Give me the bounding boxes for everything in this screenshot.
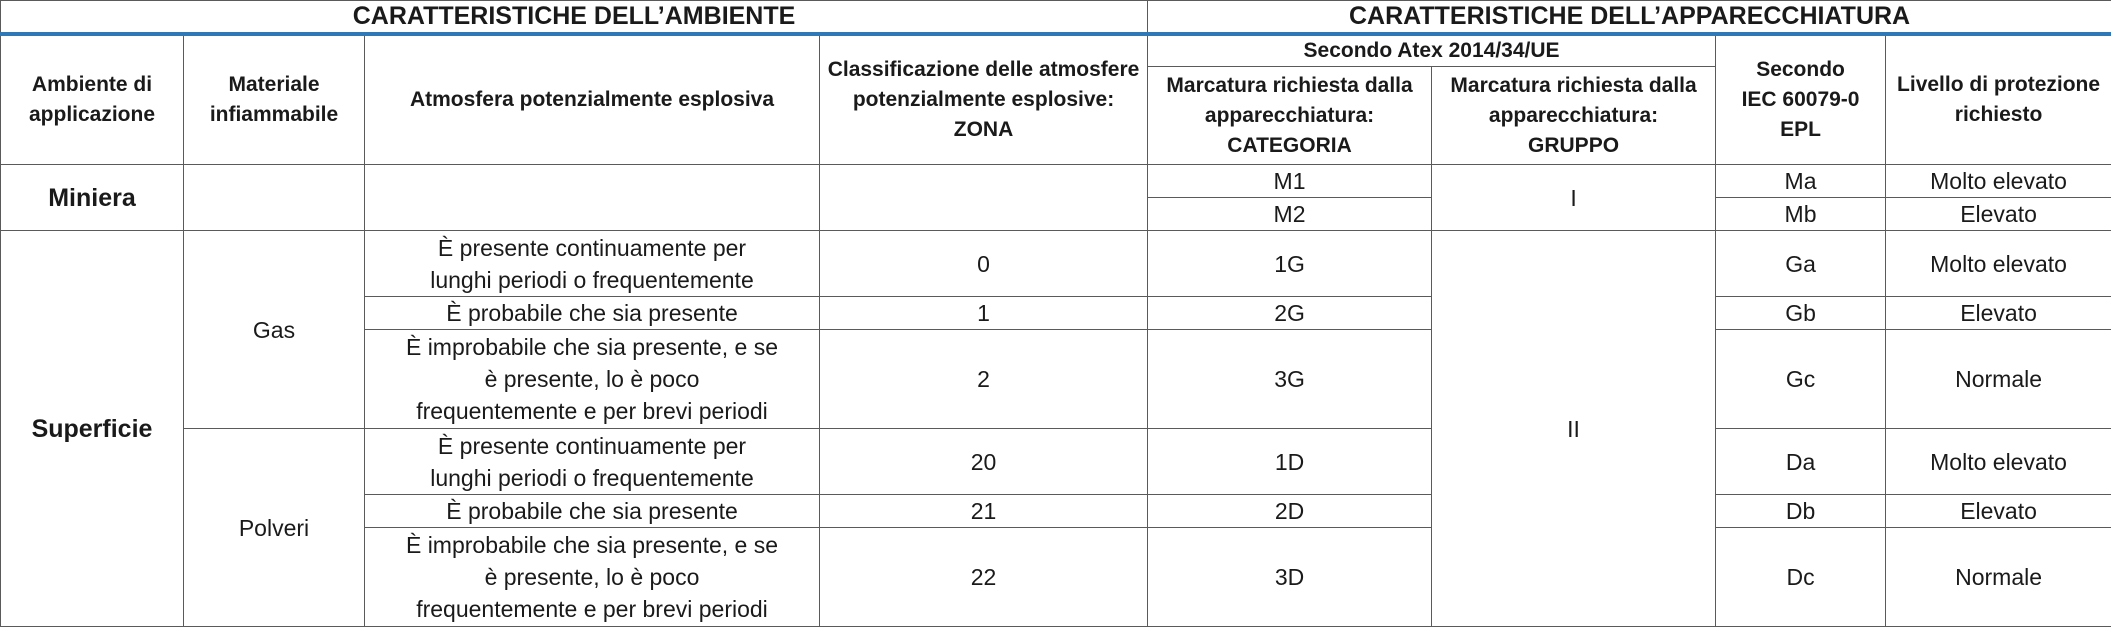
categoria-cell: 3D [1148,528,1432,627]
header-materiale-line: Materiale [228,72,320,96]
categoria-cell: 1D [1148,429,1432,495]
header-materiale-line: infiammabile [209,102,339,126]
epl-cell: Ga [1716,231,1886,297]
atmosfera-cell [365,429,820,495]
atmosfera-cell [365,528,820,627]
zona-miniera-empty [820,165,1148,231]
header-atmosfera: Atmosfera potenzialmente esplosiva [365,34,820,165]
epl-cell: Dc [1716,528,1886,627]
table-row-gas-0 [1,231,2111,297]
table-row-miniera-m1 [1,165,2111,198]
zona-cell: 20 [820,429,1148,495]
categoria-cell: 2G [1148,297,1432,330]
header-categoria-line: CATEGORIA [1227,133,1352,157]
atmosfera-line: È presente continuamente per [437,234,747,261]
table-row-polveri-0 [1,429,2111,495]
materiale-polveri: Polveri [184,429,365,627]
categoria-cell: 3G [1148,330,1432,429]
materiale-miniera-empty [184,165,365,231]
header-materiale [184,34,365,165]
atmosfera-cell [365,231,820,297]
atmosfera-line: È probabile che sia presente [446,498,738,524]
atmosfera-line: frequentemente e per brevi periodi [416,398,768,424]
header-categoria [1148,67,1432,165]
header-classificazione-line: Classificazione delle atmosfere [827,57,1140,81]
header-livello-line: richiesto [1954,102,2043,126]
section-environment: CARATTERISTICHE DELL’AMBIENTE [1,1,1148,34]
header-classificazione-line: potenzialmente esplosive: [852,87,1115,111]
epl-cell: Db [1716,495,1886,528]
header-livello-line: Livello di protezione [1897,72,2101,96]
livello-cell: Normale [1886,528,2111,627]
section-equipment: CARATTERISTICHE DELL’APPARECCHIATURA [1148,1,2111,34]
header-gruppo [1432,67,1716,165]
atmosfera-line: È improbabile che sia presente, e se [405,532,779,558]
header-atex: Secondo Atex 2014/34/UE [1148,34,1716,67]
gruppo-miniera: I [1432,165,1716,231]
atmosfera-line: È probabile che sia presente [446,300,738,326]
livello-cell: Normale [1886,330,2111,429]
categoria-cell: 1G [1148,231,1432,297]
atmosfera-cell [365,297,820,330]
atmosfera-line: lunghi periodi o frequentemente [430,266,754,293]
column-header-row [1,34,2111,67]
livello-cell: Elevato [1886,495,2111,528]
livello-cell: Molto elevato [1886,165,2111,198]
header-ambiente-line: applicazione [28,102,156,126]
zona-cell: 1 [820,297,1148,330]
zona-cell: 21 [820,495,1148,528]
gruppo-superficie: II [1432,231,1716,627]
header-ambiente-line: Ambiente di [31,72,153,96]
header-ambiente [1,34,184,165]
header-classificazione-line: ZONA [953,117,1014,141]
atmosfera-line: è presente, lo è poco [484,366,700,392]
header-iec [1716,34,1886,165]
epl-cell: Mb [1716,198,1886,231]
header-iec-line: EPL [1780,117,1821,141]
livello-cell: Molto elevato [1886,429,2111,495]
atmosfera-line: È improbabile che sia presente, e se [405,334,779,360]
header-livello [1886,34,2111,165]
atmosfera-cell [365,330,820,429]
header-classificazione [820,34,1148,165]
header-categoria-line: Marcatura richiesta dalla [1166,73,1413,97]
atmosfera-miniera-empty [365,165,820,231]
epl-cell: Gb [1716,297,1886,330]
zona-cell: 22 [820,528,1148,627]
epl-cell: Gc [1716,330,1886,429]
categoria-cell: M1 [1148,165,1432,198]
livello-cell: Elevato [1886,297,2111,330]
atmosfera-cell [365,495,820,528]
zona-cell: 2 [820,330,1148,429]
header-iec-line: IEC 60079-0 [1741,87,1860,111]
atmosfera-line: è presente, lo è poco [484,564,700,590]
atmosfera-line: frequentemente e per brevi periodi [416,596,768,622]
zona-cell: 0 [820,231,1148,297]
env-superficie: Superficie [1,231,184,627]
livello-cell: Molto elevato [1886,231,2111,297]
livello-cell: Elevato [1886,198,2111,231]
epl-cell: Ma [1716,165,1886,198]
categoria-cell: 2D [1148,495,1432,528]
atmosfera-line: lunghi periodi o frequentemente [430,464,754,491]
header-gruppo-line: GRUPPO [1528,133,1620,157]
categoria-cell: M2 [1148,198,1432,231]
header-categoria-line: apparecchiatura: [1204,103,1375,127]
section-header-row [1,1,2111,34]
epl-cell: Da [1716,429,1886,495]
header-iec-line: Secondo [1756,57,1845,81]
header-gruppo-line: Marcatura richiesta dalla [1450,73,1697,97]
env-miniera: Miniera [1,165,184,231]
materiale-gas: Gas [184,231,365,429]
atmosfera-line: È presente continuamente per [437,432,747,459]
header-gruppo-line: apparecchiatura: [1488,103,1659,127]
